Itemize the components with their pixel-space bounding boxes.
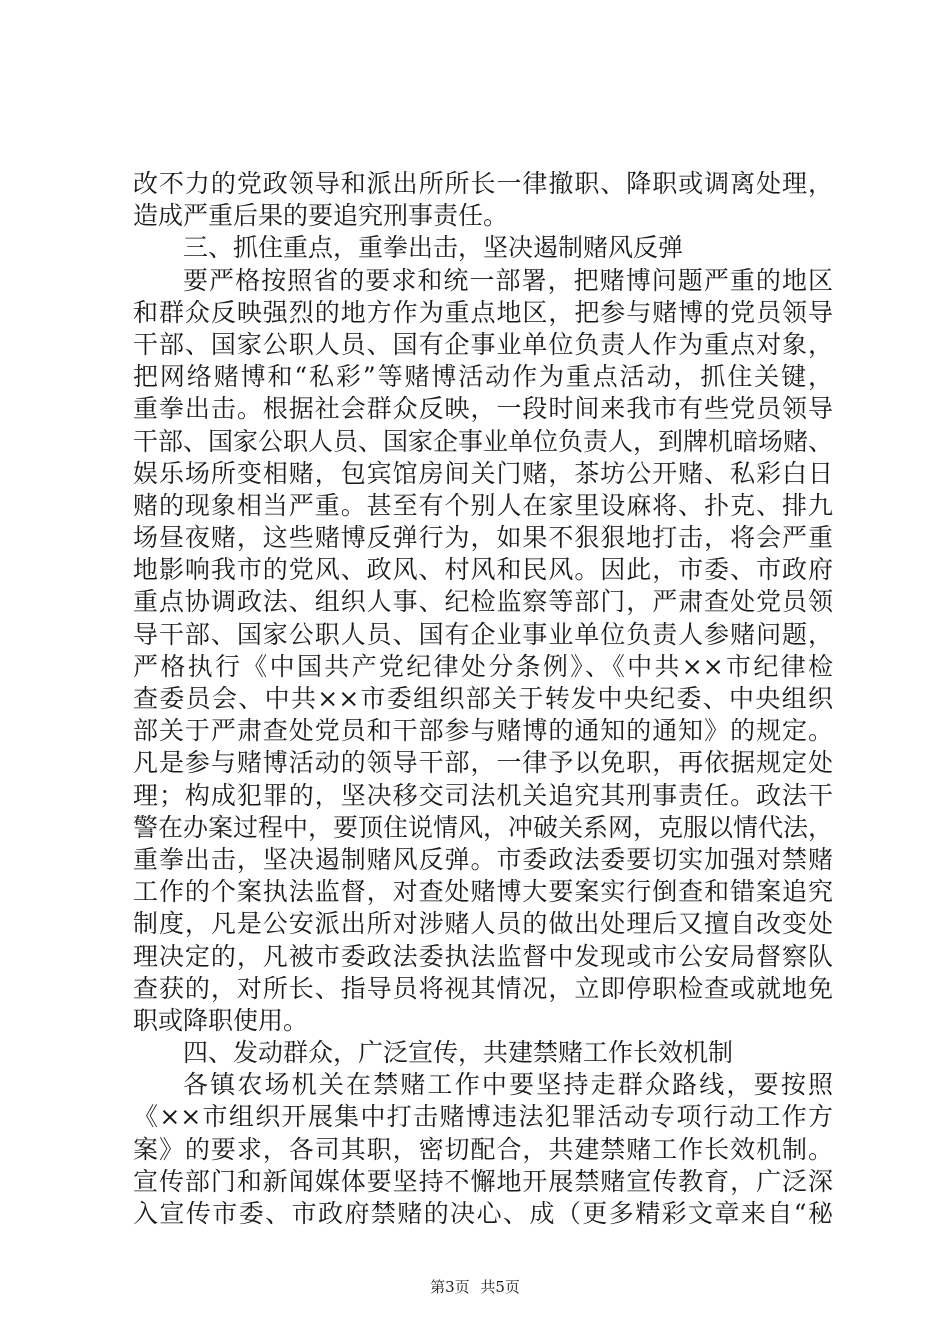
text-line: 把网络赌博和“私彩”等赌博活动作为重点活动，抓住关键， (133, 362, 833, 392)
document-body (133, 168, 833, 1230)
text-line: 警在办案过程中，要顶住说情风，冲破关系网，克服以情代法， (133, 812, 833, 842)
text-line: 导干部、国家公职人员、国有企业事业单位负责人参赌问题， (133, 619, 833, 649)
text-line: 入宣传市委、市政府禁赌的决心、成（更多精彩文章来自“秘 (133, 1199, 833, 1228)
text-line: 改不力的党政领导和派出所所长一律撤职、降职或调离处理， (133, 169, 833, 198)
text-line: 案》的要求，各司其职，密切配合，共建禁赌工作长效机制。 (133, 1134, 833, 1164)
text-line: 赌的现象相当严重。甚至有个别人在家里设麻将、扑克、排九 (133, 490, 833, 520)
text-line: 娱乐场所变相赌，包宾馆房间关门赌，茶坊公开赌、私彩白日 (133, 458, 833, 488)
page-number: 第3页 (430, 1278, 470, 1296)
text-line: 查委员会、中共××市委组织部关于转发中央纪委、中央组织 (133, 684, 833, 713)
text-line: 重拳出击。根据社会群众反映，一段时间来我市有些党员领导 (133, 394, 833, 424)
text-line: 地影响我市的党风、政风、村风和民风。因此，市委、市政府 (133, 555, 833, 585)
text-line: 凡是参与赌博活动的领导干部，一律予以免职，再依据规定处 (133, 748, 833, 778)
text-line: 要严格按照省的要求和统一部署，把赌博问题严重的地区 (183, 265, 833, 295)
text-line: 造成严重后果的要追究刑事责任。 (133, 201, 509, 231)
text-line: 和群众反映强烈的地方作为重点地区，把参与赌博的党员领导 (133, 297, 833, 327)
text-line: 职或降职使用。 (133, 1005, 309, 1035)
text-line: 重拳出击，坚决遏制赌风反弹。市委政法委要切实加强对禁赌 (133, 844, 833, 874)
text-line: 干部、国家公职人员、国有企事业单位负责人作为重点对象， (133, 329, 833, 359)
page-footer (0, 1276, 950, 1297)
text-line: 理；构成犯罪的，坚决移交司法机关追究其刑事责任。政法干 (133, 780, 833, 810)
text-line: 查获的，对所长、指导员将视其情况，立即停职检查或就地免 (133, 973, 833, 1003)
text-line: 工作的个案执法监督，对查处赌博大要案实行倒查和错案追究 (133, 877, 833, 907)
text-line: 重点协调政法、组织人事、纪检监察等部门，严肃查处党员领 (133, 587, 833, 617)
page-total: 共5页 (480, 1278, 520, 1296)
text-line: 宣传部门和新闻媒体要坚持不懈地开展禁赌宣传教育，广泛深 (133, 1166, 833, 1196)
text-line: 严格执行《中国共产党纪律处分条例》、《中共××市纪律检 (133, 651, 833, 681)
text-line: 制度，凡是公安派出所对涉赌人员的做出处理后又擅自改变处 (133, 909, 833, 939)
text-line: 干部、国家公职人员、国家企事业单位负责人，到牌机暗场赌、 (133, 426, 833, 456)
text-line: 各镇农场机关在禁赌工作中要坚持走群众路线，要按照 (183, 1070, 833, 1100)
text-line: 场昼夜赌，这些赌博反弹行为，如果不狠狠地打击，将会严重 (133, 523, 833, 553)
text-line: 四、发动群众，广泛宣传，共建禁赌工作长效机制 (183, 1038, 734, 1068)
text-line: 《××市组织开展集中打击赌博违法犯罪活动专项行动工作方 (133, 1102, 833, 1132)
text-line: 三、抓住重点，重拳出击，坚决遏制赌风反弹 (183, 233, 684, 263)
text-line: 部关于严肃查处党员和干部参与赌博的通知的通知》的规定。 (133, 716, 833, 746)
text-line: 理决定的，凡被市委政法委执法监督中发现或市公安局督察队 (133, 941, 833, 971)
